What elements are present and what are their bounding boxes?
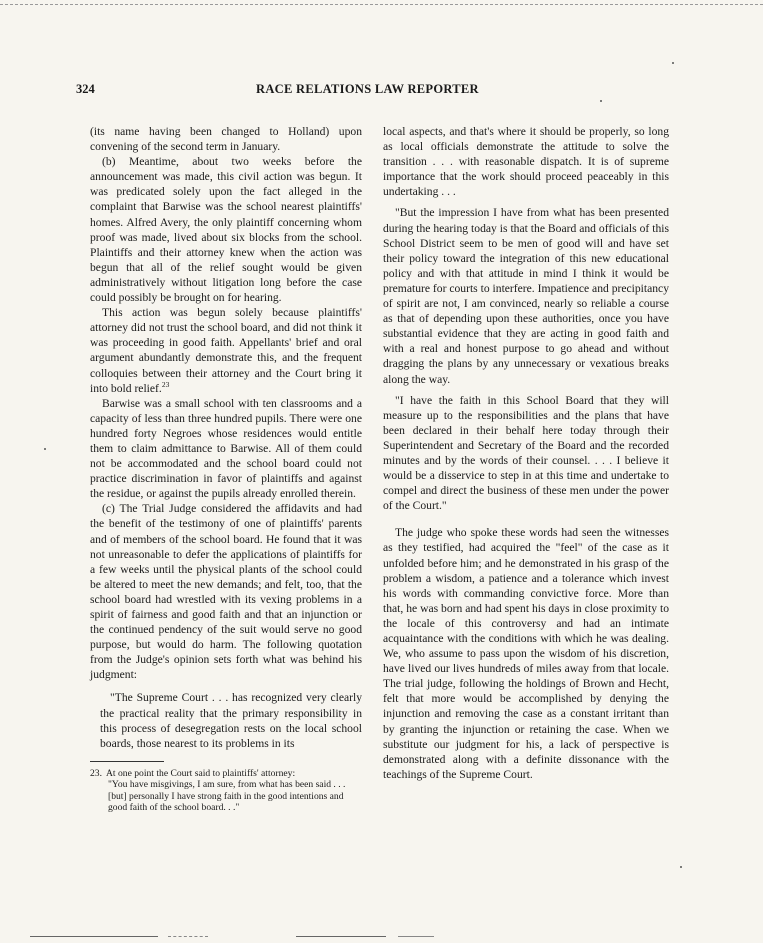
left-paragraph-5: (c) The Trial Judge considered the affidavits and had the benefit of the testimony of one of plaintiffs' parents and of members of the school board. He found that it was not unreasonable to defer the applications of plaintiffs for a few weeks until the physical plants of the school could be altered to meet the new demands; and felt, too, that the school board had wrestled with its vexing problems in a spirit of fairness and good faith and that an injunction or the continued pendency of the suit would serve no good purpose, but would do harm. The following quotation from the Judge's opinion sets forth what was behind his judgment: <box>90 502 362 682</box>
page-header <box>76 82 696 98</box>
left-paragraph-4: Barwise was a small school with ten classrooms and a capacity of less than three hundred pupils. There were one hundred forty Negroes whose residences would entitle them to claim admittance to Barwise. All of them could not be accommodated and the school board could not practice discrimination in favor of plaintiffs and against the residue, or against the pupils already enrolled therein. <box>90 396 362 501</box>
bottom-rule-4 <box>398 936 434 938</box>
scan-speck <box>44 448 46 450</box>
footnote-number: 23. <box>90 767 102 779</box>
scan-speck <box>672 62 674 64</box>
running-title: RACE RELATIONS LAW REPORTER <box>256 82 479 96</box>
left-paragraph-3 <box>90 305 362 396</box>
scan-speck <box>600 100 602 102</box>
left-paragraph-3-text: This action was begun solely because plaintiffs' attorney did not trust the school board, and did not think it was proceeding in good faith. Appellants' brief and oral argument abundantly demonstrate this, and the frequent colloquies between their attorney and the Court bring it into bold relief. <box>90 306 362 395</box>
footnote-ref-23: 23 <box>161 379 170 389</box>
footnote-23 <box>90 768 362 814</box>
top-page-edge <box>0 4 763 5</box>
block-quote-text: "The Supreme Court . . . has recognized very clearly the practical reality that the primary responsibility in this process of desegregation rests on the local school boards, those nearest to its problems in its <box>100 691 362 750</box>
bottom-rule-2 <box>168 936 208 938</box>
bottom-rule-1 <box>30 936 158 938</box>
left-paragraph-1: (its name having been changed to Holland) upon convening of the second term in January. <box>90 125 362 154</box>
right-paragraph-3: "I have the faith in this School Board that they will measure up to the responsibilities and the plans that have been declared in their behalf here today through their Superintendent and Secretary of the Board and the recorded minutes and by the words of their counsel. . . . I believe it would be a disservice to step in at this time and undertake to compel and direct the business of these men under the power of the Court." <box>383 393 669 513</box>
scan-speck <box>680 866 682 868</box>
footnote-quote: "You have misgivings, I am sure, from what has been said . . . [but] personally I have strong faith in the good intentions and good faith of the school board. . ." <box>108 779 346 814</box>
bottom-rule-3 <box>296 936 386 938</box>
footnote-line-1: At one point the Court said to plaintiffs' attorney: <box>106 767 296 779</box>
left-paragraph-2: (b) Meantime, about two weeks before the announcement was made, this civil action was begun. It was predicated solely upon the fact alleged in the complaint that Barwise was the school nearest plaintiffs' homes. Alfred Avery, the only plaintiff concerning whom proof was made, lived about six blocks from the school. Plaintiffs and their attorney knew when the action was begun that all of the relief sought would be given administratively without litigation long before the case could possibly be brought on for hearing. <box>90 155 362 305</box>
page-number: 324 <box>76 82 95 96</box>
right-paragraph-2: "But the impression I have from what has been presented during the hearing today is that the Board and officials of this School District seem to be men of good will and have set their policy toward the integration of this new educational policy and with that attitude in mind I think it would be premature for courts to interfere. Impatience and precipitancy of spirit are not, I am convinced, nearly so reliable a course as that of depending upon these authorities, once you have substantial evidence that they are acting in good faith and with a real and honest purpose to go ahead and without dragging the plans by any unnecessary or vexatious breaks along the way. <box>383 206 669 386</box>
left-column <box>90 124 362 814</box>
right-column <box>383 124 669 782</box>
right-paragraph-1: local aspects, and that's where it should be properly, so long as local officials demonstrate the attitude to solve the transition . . . with reasonable dispatch. It is of supreme importance that the work should proceed peaceably in this undertaking . . . <box>383 125 669 199</box>
block-quote <box>100 690 362 750</box>
right-paragraph-4: The judge who spoke these words had seen the witnesses as they testified, had acquired the "feel" of the case as it unfolded before him; and he demonstrated in his grasp of the problem a wisdom, a patience and a tolerance which invest his words with commanding convictive force. More than that, he was born and had spent his days in close proximity to the locale of this controversy and had an intimate acquaintance with the conditions with which he was dealing. We, who assume to pass upon the wisdom of his discretion, have lived our lives hundreds of miles away from that locale. The trial judge, following the holdings of Brown and Hecht, felt that more would be accomplished by denying the injunction and removing the case as a constant irritant than by granting the injunction or retaining the case. When we substitute our judgment for his, a lack of perspective is demonstrated along with a definite dissonance with the teachings of the Supreme Court. <box>383 526 669 781</box>
footnote-rule <box>90 761 164 762</box>
